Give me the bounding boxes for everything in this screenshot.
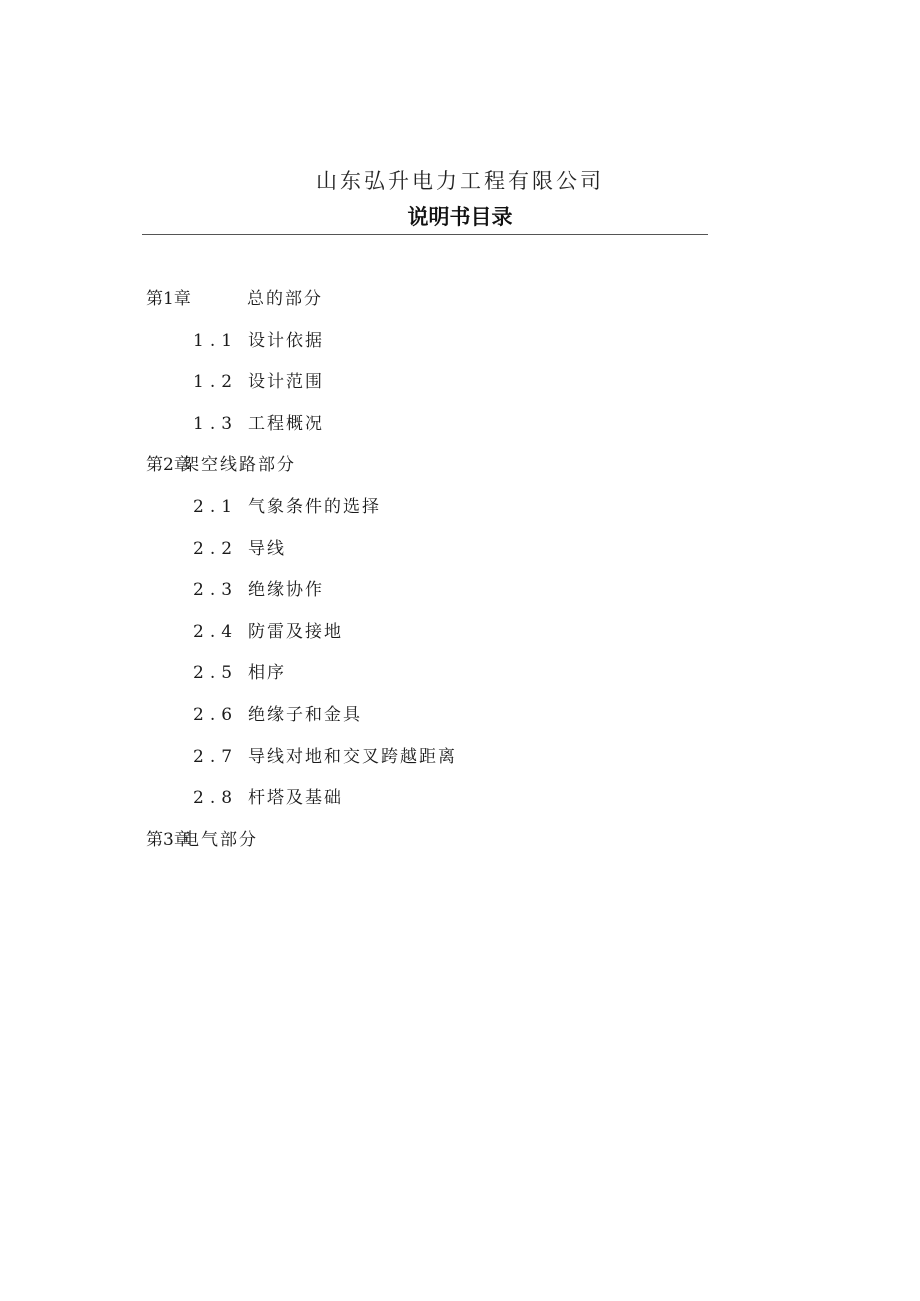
toc-section-number: 2.8	[193, 788, 239, 809]
toc-section-number: 2.4	[193, 621, 239, 642]
toc-section-title: 导线	[248, 538, 286, 559]
table-of-contents	[0, 286, 920, 868]
toc-chapter-number: 第3章	[146, 829, 191, 850]
toc-section-number: 2.3	[193, 580, 239, 601]
toc-section-number: 2.2	[193, 538, 239, 559]
toc-section-2-1	[0, 494, 920, 536]
toc-section-2-3	[0, 577, 920, 619]
toc-section-number: 2.5	[193, 663, 239, 684]
toc-chapter-3	[0, 827, 920, 869]
toc-chapter-2	[0, 452, 920, 494]
toc-section-title: 气象条件的选择	[248, 496, 381, 517]
toc-chapter-title: 电气部分	[182, 829, 258, 850]
toc-section-2-7	[0, 744, 920, 786]
toc-section-2-5	[0, 660, 920, 702]
toc-section-1-2	[0, 369, 920, 411]
toc-section-title: 绝缘协作	[248, 580, 324, 601]
toc-section-title: 设计范围	[248, 372, 324, 393]
toc-section-2-4	[0, 619, 920, 661]
toc-section-2-6	[0, 702, 920, 744]
toc-section-number: 1.3	[193, 413, 239, 434]
toc-section-title: 设计依据	[248, 330, 324, 351]
toc-section-title: 相序	[248, 663, 286, 684]
page-title: 说明书目录	[407, 205, 513, 229]
toc-section-2-8	[0, 785, 920, 827]
toc-section-title: 杆塔及基础	[248, 788, 343, 809]
toc-section-number: 2.7	[193, 746, 239, 767]
toc-section-number: 1.2	[193, 372, 239, 393]
toc-chapter-title: 总的部分	[247, 289, 323, 309]
toc-chapter-number: 第2章	[146, 455, 191, 476]
toc-chapter-title: 架空线路部分	[182, 455, 296, 476]
toc-section-title: 绝缘子和金具	[248, 704, 362, 725]
toc-chapter-number: 第1章	[146, 289, 191, 309]
toc-section-number: 1.1	[193, 330, 239, 351]
toc-section-number: 2.1	[193, 496, 239, 517]
title-divider	[142, 234, 708, 235]
toc-section-title: 工程概况	[248, 413, 324, 434]
toc-section-1-3	[0, 411, 920, 453]
toc-chapter-1	[0, 286, 920, 328]
toc-section-number: 2.6	[193, 704, 239, 725]
toc-section-1-1	[0, 328, 920, 370]
toc-section-title: 防雷及接地	[248, 621, 343, 642]
company-name: 山东弘升电力工程有限公司	[316, 169, 604, 193]
toc-section-2-2	[0, 536, 920, 578]
toc-section-title: 导线对地和交叉跨越距离	[248, 746, 457, 767]
